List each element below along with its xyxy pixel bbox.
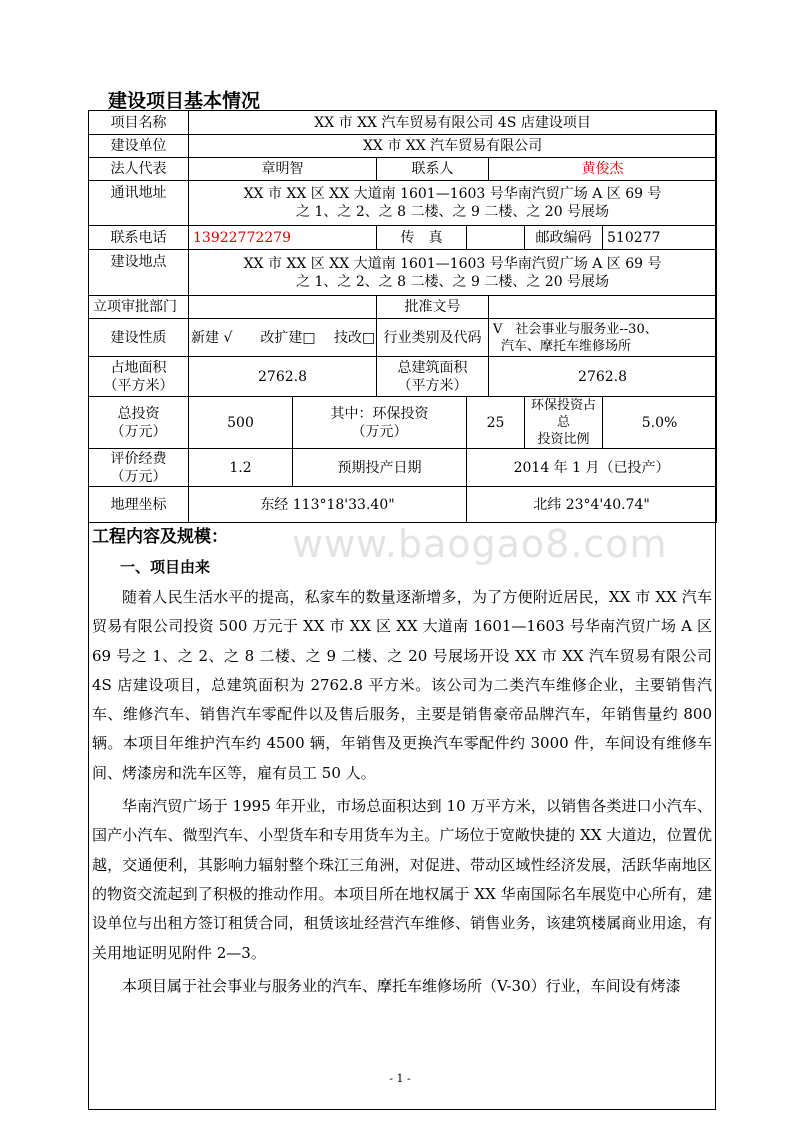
table-row — [89, 449, 717, 487]
paragraph: 华南汽贸广场于 1995 年开业，市场总面积达到 10 万平方米，以销售各类进口小汽车、国产小汽车、微型汽车、小型货车和专用货车为主。广场位于宽敞快捷的 XX 大道边，位置优越，交通便利，其影响力辐射整个珠江三角洲，对促进、带动区域性经济发展，活跃华南地区的物资交流起到了积极的推动作用。本项目所在地权属于 XX 华南国际名车展览中心所有，建设单位与出租方签订租赁合同，租赁该址经营汽车维修、销售业务，该建筑楼属商业用途，有关用地证明见附件 2—3。 — [92, 797, 712, 962]
total-investment-label — [89, 397, 189, 449]
page-title: 建设项目基本情况 — [108, 90, 261, 112]
construction-nature-value: 新建 √ 改扩建□ 技改□ — [189, 319, 377, 357]
table-row — [89, 181, 717, 226]
contact-person-value: 黄俊杰 — [489, 158, 717, 181]
industry-category-line2: 汽车、摩托车维修场所 — [501, 338, 632, 354]
site-location-label: 建设地点 — [89, 250, 189, 296]
construction-unit-label: 建设单位 — [89, 135, 189, 158]
floor-area-value: 2762.8 — [489, 357, 717, 397]
total-investment-label-line2: （万元） — [110, 423, 167, 440]
env-investment-label-line1: 其中：环保投资 — [330, 405, 429, 422]
zip-value: 510277 — [603, 226, 717, 250]
floor-area-label-line2: （平方米） — [397, 377, 468, 394]
industry-category-value — [489, 319, 717, 357]
env-ratio-value: 5.0% — [603, 397, 717, 449]
env-investment-value: 25 — [467, 397, 525, 449]
mailing-address-line2: 之 1、之 2、之 8 二楼、之 9 二楼、之 20 号展场 — [296, 204, 610, 220]
env-investment-label-line2: （万元） — [351, 423, 408, 440]
zip-label: 邮政编码 — [525, 226, 603, 250]
legal-rep-value: 章明智 — [189, 158, 377, 181]
table-row — [89, 135, 717, 158]
phone-label: 联系电话 — [89, 226, 189, 250]
watermark: www.baogao8.com — [292, 522, 668, 566]
phone-value: 13922772279 — [189, 226, 377, 250]
mailing-address-value — [189, 181, 717, 226]
geo-coordinates-label: 地理坐标 — [89, 487, 189, 523]
floor-area-label — [377, 357, 489, 397]
latitude-value: 北纬 23°4'40.74" — [467, 487, 717, 523]
table-row — [89, 319, 717, 357]
env-ratio-label-line2: 投资比例 — [537, 432, 590, 447]
legal-rep-label: 法人代表 — [89, 158, 189, 181]
table-row — [89, 357, 717, 397]
approval-number-label: 批准文号 — [377, 296, 489, 319]
industry-category-label: 行业类别及代码 — [377, 319, 489, 357]
table-row — [89, 296, 717, 319]
table-row — [89, 111, 717, 135]
approval-dept-value — [189, 296, 377, 319]
table-row — [89, 226, 717, 250]
approval-dept-label: 立项审批部门 — [89, 296, 189, 319]
mailing-address-line1: XX 市 XX 区 XX 大道南 1601—1603 号华南汽贸广场 A 区 69 号 — [243, 186, 662, 202]
construction-unit-value: XX 市 XX 汽车贸易有限公司 — [189, 135, 717, 158]
land-area-value: 2762.8 — [189, 357, 377, 397]
project-info-table — [88, 110, 717, 523]
content-section — [92, 523, 712, 1001]
industry-category-line1: V 社会事业与服务业--30、 — [493, 321, 658, 337]
paragraph: 随着人民生活水平的提高，私家车的数量逐渐增多，为了方便附近居民，XX 市 XX 汽车贸易有限公司投资 500 万元于 XX 市 XX 区 XX 大道南 1601—1603 号华南汽贸广场 A 区 69 号之 1、之 2、之 8 二楼、之 9 二楼、之 20 号展场开设 XX 市 XX 汽车贸易有限公司 4S 店建设项目，总建筑面积为 2762.8 平方米。该公司为二类汽车维修企业，主要销售汽车、维修汽车、销售汽车零配件以及售后服务，主要是销售豪帝品牌汽车，年销售量约 800 辆。本项目年维护汽车约 4500 辆，年销售及更换汽车零配件约 3000 件，车间设有维修车间、烤漆房和洗车区等，雇有员工 50 人。 — [92, 588, 712, 782]
section-title: 工程内容及规模： — [92, 527, 228, 547]
project-name-value: XX 市 XX 汽车贸易有限公司 4S 店建设项目 — [189, 111, 717, 135]
approval-number-value — [489, 296, 717, 319]
env-ratio-label-line1: 环保投资占总 — [530, 398, 596, 430]
assessment-fee-value: 1.2 — [189, 449, 293, 487]
mailing-address-label: 通讯地址 — [89, 181, 189, 226]
assessment-fee-label — [89, 449, 189, 487]
land-area-label — [89, 357, 189, 397]
contact-person-label: 联系人 — [377, 158, 489, 181]
table-row — [89, 487, 717, 523]
fax-value — [467, 226, 525, 250]
assessment-fee-label-line1: 评价经费 — [110, 450, 167, 467]
env-investment-label — [293, 397, 467, 449]
site-location-value — [189, 250, 717, 296]
table-row — [89, 250, 717, 296]
site-location-line2: 之 1、之 2、之 8 二楼、之 9 二楼、之 20 号展场 — [296, 273, 610, 290]
operation-date-label: 预期投产日期 — [293, 449, 467, 487]
project-name-label: 项目名称 — [89, 111, 189, 135]
paragraph: 本项目属于社会事业与服务业的汽车、摩托车维修场所（V-30）行业，车间设有烤漆 — [122, 976, 681, 995]
fax-label: 传 真 — [377, 226, 467, 250]
land-area-label-line2: （平方米） — [103, 377, 174, 394]
subsection-title: 一、项目由来 — [120, 558, 211, 576]
env-ratio-label — [525, 397, 603, 449]
table-row — [89, 397, 717, 449]
assessment-fee-label-line2: （万元） — [110, 468, 167, 485]
table-row — [89, 158, 717, 181]
operation-date-value: 2014 年 1 月（已投产） — [467, 449, 717, 487]
total-investment-label-line1: 总投资 — [117, 405, 160, 422]
page-number: - 1 - — [389, 1072, 411, 1085]
total-investment-value: 500 — [189, 397, 293, 449]
floor-area-label-line1: 总建筑面积 — [397, 359, 468, 376]
land-area-label-line1: 占地面积 — [110, 359, 167, 376]
site-location-line1: XX 市 XX 区 XX 大道南 1601—1603 号华南汽贸广场 A 区 69 号 — [243, 255, 662, 272]
longitude-value: 东经 113°18'33.40" — [189, 487, 467, 523]
construction-nature-label: 建设性质 — [89, 319, 189, 357]
